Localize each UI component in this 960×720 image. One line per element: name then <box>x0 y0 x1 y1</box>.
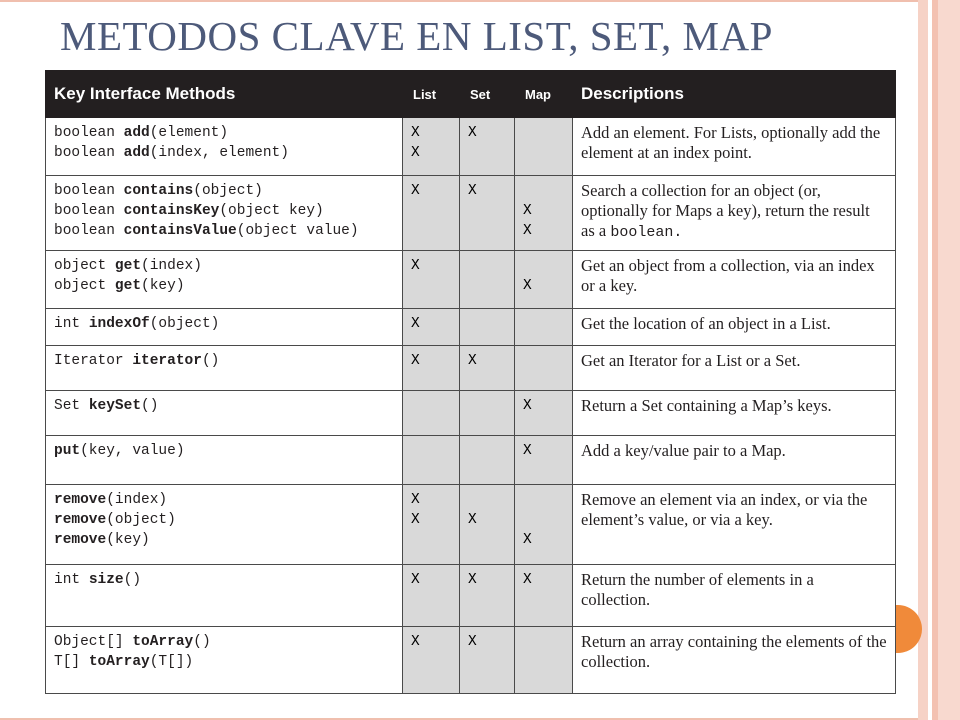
set-mark: X <box>468 125 477 141</box>
method-name: indexOf <box>88 316 150 333</box>
method-signatures-cell <box>46 484 403 565</box>
method-name: add <box>123 125 150 141</box>
return-type: boolean <box>54 203 124 220</box>
slide-title: METODOS CLAVE EN LIST, SET, MAP <box>60 13 773 59</box>
method-signature <box>54 510 394 530</box>
method-signature <box>54 351 394 371</box>
description-text: Add an element. For Lists, optionally add the element at an index point. <box>581 123 881 162</box>
decorative-stripe <box>938 0 960 720</box>
table-body <box>46 118 896 694</box>
method-params: (object) <box>106 511 176 528</box>
list-mark: X <box>411 316 420 333</box>
map-mark: X <box>523 443 532 460</box>
method-signatures-cell <box>46 309 403 345</box>
method-params: (index) <box>141 257 202 274</box>
table-row <box>46 250 896 308</box>
method-name: get <box>114 277 142 294</box>
method-params: (T[]) <box>149 654 194 671</box>
set-mark: X <box>468 634 477 651</box>
set-support-cell <box>460 118 515 176</box>
header-set: Set <box>460 71 515 118</box>
header-descriptions: Descriptions <box>573 71 896 118</box>
methods-table-container <box>45 70 895 694</box>
map-support-cell <box>515 484 573 565</box>
method-name: keySet <box>88 397 142 414</box>
list-mark: X <box>411 491 420 508</box>
map-support-cell <box>515 118 573 176</box>
list-support-cell <box>403 118 460 176</box>
description-text: Return the number of elements in a collection. <box>581 570 814 610</box>
method-signatures-cell <box>46 390 403 435</box>
description-cell <box>573 436 896 484</box>
set-support-cell <box>460 390 515 435</box>
map-mark: X <box>523 397 532 414</box>
map-mark <box>523 181 564 201</box>
set-support-cell <box>460 250 515 308</box>
list-support-cell <box>403 565 460 627</box>
method-name: contains <box>123 183 194 200</box>
method-params: (object value) <box>236 223 359 240</box>
list-support-cell <box>403 176 460 251</box>
description-cell <box>573 176 896 251</box>
method-signatures-cell <box>46 250 403 308</box>
description-text: Get an object from a collection, via an index or a key. <box>581 255 875 295</box>
method-signature <box>54 314 394 334</box>
set-support-cell <box>460 484 515 565</box>
description-text: Remove an element via an index, or via the element’s value, or via a key. <box>581 489 868 529</box>
list-support-cell <box>403 484 460 565</box>
map-mark: X <box>523 277 532 294</box>
method-name: remove <box>54 511 107 528</box>
map-support-cell <box>515 309 573 345</box>
return-type: boolean <box>54 145 124 161</box>
method-signatures-cell <box>46 565 403 627</box>
map-mark: X <box>523 531 532 548</box>
return-type: T[] <box>54 654 89 671</box>
description-cell <box>573 309 896 345</box>
description-text: Return a Set containing a Map’s keys. <box>581 395 832 415</box>
map-support-cell <box>515 436 573 484</box>
description-cell <box>573 484 896 565</box>
list-support-cell <box>403 436 460 484</box>
list-mark: X <box>411 352 420 369</box>
method-signature <box>54 530 394 550</box>
set-support-cell <box>460 176 515 251</box>
method-signatures-cell <box>46 118 403 176</box>
method-name: remove <box>54 531 107 548</box>
method-params: () <box>123 572 142 589</box>
method-params: (key) <box>106 531 150 548</box>
method-signature <box>54 490 394 510</box>
method-signature <box>54 276 394 296</box>
list-mark: X <box>411 634 420 651</box>
method-params: (key, value) <box>80 443 185 460</box>
return-type: Iterator <box>54 352 133 369</box>
description-code: boolean. <box>610 224 683 242</box>
method-signature <box>54 143 394 163</box>
header-methods: Key Interface Methods <box>46 71 403 118</box>
return-type: object <box>54 277 115 294</box>
map-mark <box>523 256 564 276</box>
table-header-row <box>46 71 896 118</box>
description-text: Return an array containing the elements of the collection. <box>581 632 887 672</box>
return-type: object <box>54 257 115 274</box>
method-signature <box>54 441 394 461</box>
table-row <box>46 309 896 345</box>
description-text: Search a collection for an object (or, optionally for Maps a key), return the result as a <box>581 181 870 241</box>
set-support-cell <box>460 309 515 345</box>
method-signature <box>54 632 394 652</box>
map-support-cell <box>515 565 573 627</box>
description-cell <box>573 565 896 627</box>
method-params: () <box>193 634 211 651</box>
table-row <box>46 436 896 484</box>
method-params: (index) <box>106 491 168 508</box>
method-name: containsKey <box>123 203 220 220</box>
method-name: get <box>114 257 142 274</box>
return-type: int <box>54 572 89 589</box>
header-list: List <box>403 71 460 118</box>
method-signature <box>54 221 394 241</box>
method-params: () <box>201 352 220 369</box>
set-mark: X <box>468 183 477 200</box>
method-signature <box>54 256 394 276</box>
decorative-rule-top <box>0 0 918 2</box>
method-signature <box>54 652 394 672</box>
list-support-cell <box>403 309 460 345</box>
method-name: toArray <box>88 654 150 671</box>
method-signature <box>54 123 394 143</box>
description-cell <box>573 345 896 390</box>
method-params: (object) <box>149 316 220 333</box>
method-name: put <box>54 443 81 460</box>
return-type: boolean <box>54 183 124 200</box>
method-name: add <box>123 145 150 161</box>
list-mark: X <box>411 511 420 528</box>
set-mark: X <box>468 352 477 369</box>
method-params: (object) <box>193 183 263 200</box>
method-params: () <box>141 397 159 414</box>
return-type: int <box>54 316 89 333</box>
list-support-cell <box>403 345 460 390</box>
description-text: Get the location of an object in a List. <box>581 314 831 334</box>
method-name: containsValue <box>123 223 237 240</box>
description-cell <box>573 118 896 176</box>
table-row <box>46 118 896 176</box>
set-support-cell <box>460 345 515 390</box>
map-mark: X <box>523 203 532 220</box>
set-support-cell <box>460 627 515 694</box>
list-support-cell <box>403 250 460 308</box>
method-signature <box>54 181 394 201</box>
decorative-stripe <box>918 0 928 720</box>
map-mark: X <box>523 223 532 240</box>
method-name: remove <box>54 491 107 508</box>
map-support-cell <box>515 176 573 251</box>
table-row <box>46 565 896 627</box>
method-signature <box>54 396 394 416</box>
description-cell <box>573 390 896 435</box>
method-params: (element) <box>149 125 229 141</box>
return-type: Object[] <box>54 634 133 651</box>
set-mark: X <box>468 511 477 528</box>
method-signatures-cell <box>46 345 403 390</box>
table-row <box>46 390 896 435</box>
table-row <box>46 176 896 251</box>
map-mark: X <box>523 572 532 589</box>
list-mark: X <box>411 257 420 274</box>
map-support-cell <box>515 627 573 694</box>
description-text: Get an Iterator for a List or a Set. <box>581 350 801 370</box>
map-mark <box>523 490 564 510</box>
return-type: boolean <box>54 223 124 240</box>
description-cell <box>573 250 896 308</box>
method-signatures-cell <box>46 627 403 694</box>
map-support-cell <box>515 250 573 308</box>
return-type: boolean <box>54 125 124 141</box>
list-mark: X <box>411 145 420 161</box>
list-mark: X <box>411 572 420 589</box>
method-name: size <box>88 572 124 589</box>
method-params: (object key) <box>219 203 324 220</box>
set-support-cell <box>460 436 515 484</box>
methods-table <box>45 70 896 694</box>
map-support-cell <box>515 345 573 390</box>
method-signature <box>54 570 394 590</box>
set-support-cell <box>460 565 515 627</box>
table-row <box>46 345 896 390</box>
list-support-cell <box>403 627 460 694</box>
table-row <box>46 484 896 565</box>
description-text: Add a key/value pair to a Map. <box>581 441 786 461</box>
list-mark: X <box>411 183 420 200</box>
set-mark <box>468 490 506 510</box>
return-type: Set <box>54 397 89 414</box>
set-mark: X <box>468 572 477 589</box>
header-map: Map <box>515 71 573 118</box>
list-support-cell <box>403 390 460 435</box>
method-name: iterator <box>132 352 202 369</box>
method-name: toArray <box>132 634 194 651</box>
table-row <box>46 627 896 694</box>
description-cell <box>573 627 896 694</box>
map-support-cell <box>515 390 573 435</box>
method-signatures-cell <box>46 436 403 484</box>
method-params: (key) <box>141 277 185 294</box>
method-signatures-cell <box>46 176 403 251</box>
method-signature <box>54 201 394 221</box>
map-mark <box>523 510 564 530</box>
method-params: (index, element) <box>149 145 289 161</box>
list-mark: X <box>411 125 420 141</box>
